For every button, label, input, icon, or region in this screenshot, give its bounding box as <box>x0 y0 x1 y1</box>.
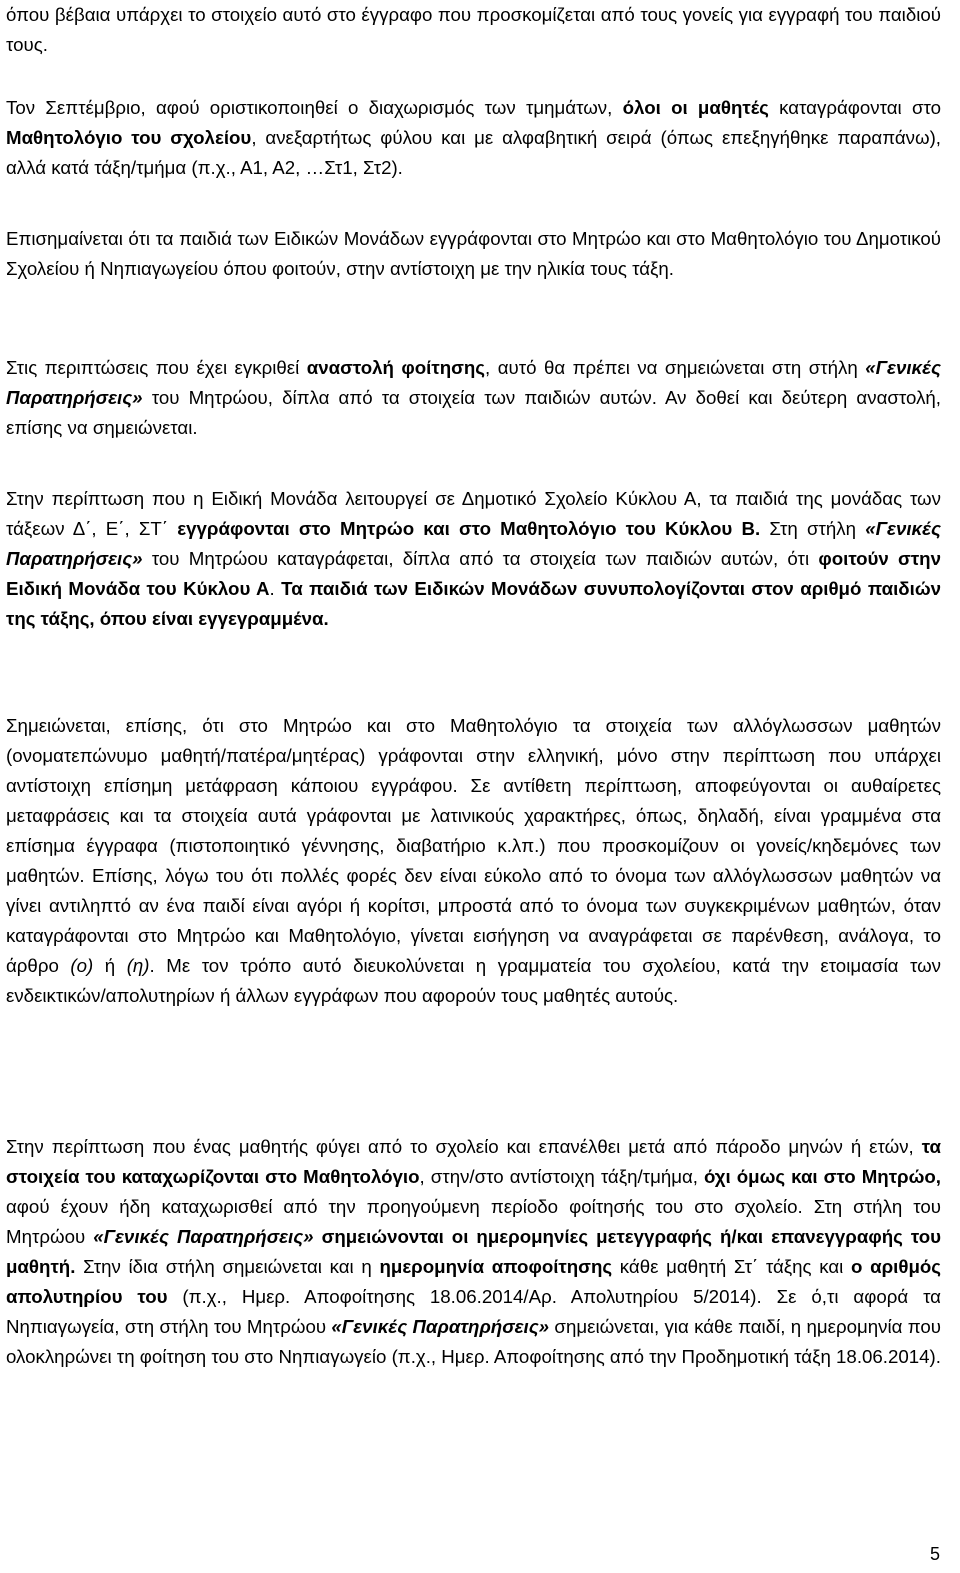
paragraph-3 <box>6 224 941 284</box>
text-run: «Γενικές Παρατηρήσεις» <box>6 518 941 569</box>
text-run: Στην περίπτωση που ένας μαθητής φύγει από το σχολείο και επανέλθει μετά από πάροδο μηνών ή ετών, <box>6 1136 922 1157</box>
text-run: όπου βέβαια υπάρχει το στοιχείο αυτό στο έγγραφο που προσκομίζεται από τους γονείς για εγγραφή του παιδιού τους. <box>6 4 941 55</box>
text-run: όχι όμως και στο Μητρώο, <box>704 1166 941 1187</box>
text-run: Στην ίδια στήλη σημειώνεται και η <box>75 1256 380 1277</box>
text-run: όλοι οι μαθητές <box>622 97 769 118</box>
text-run: ημερομηνία αποφοίτησης <box>379 1256 613 1277</box>
text-run: . <box>269 578 282 599</box>
text-run: «Γενικές Παρατηρήσεις» <box>93 1226 314 1247</box>
text-run: Στην περίπτωση που η Ειδική Μονάδα λειτουργεί σε Δημοτικό Σχολείο Κύκλου Α, τα παιδιά της μονάδας των τάξεων Δ΄, Ε΄, ΣΤ΄ <box>6 488 941 539</box>
text-run: Επισημαίνεται ότι τα παιδιά των Ειδικών Μονάδων εγγράφονται στο Μητρώο και στο Μαθητολόγιο του Δημοτικού Σχολείου ή Νηπιαγωγείου όπου φοιτούν, στην αντίστοιχη με την ηλικία τους τάξη. <box>6 228 941 279</box>
text-run: Μαθητολόγιο του σχολείου <box>6 127 252 148</box>
text-run: σημειώνεται, για κάθε παιδί, η ημερομηνία που ολοκληρώνει τη φοίτηση του στο Νηπιαγωγείο (π.χ., Ημερ. Αποφοίτησης από την Προδημοτική τάξη 18.06.2014). <box>6 1316 941 1367</box>
text-run: αναστολή φοίτησης <box>306 357 486 378</box>
text-run: Τα παιδιά των Ειδικών Μονάδων συνυπολογίζονται στον αριθμό παιδιών της τάξης, όπου είναι εγγεγραμμένα. <box>6 578 941 629</box>
paragraph-6 <box>6 711 941 1011</box>
text-run: αφού έχουν ήδη καταχωρισθεί από την προηγούμενη περίοδο φοίτησής του στο σχολείο. Στη στήλη του Μητρώου <box>6 1196 941 1247</box>
text-run: καταγράφονται στο <box>768 97 941 118</box>
text-run: (η) <box>126 955 150 976</box>
text-run: (π.χ., Ημερ. Αποφοίτησης 18.06.2014/Αρ. Απολυτηρίου 5/2014). Σε ό,τι αφορά τα Νηπιαγωγεία, στη στήλη του Μητρώου <box>6 1286 941 1337</box>
text-run: Σημειώνεται, επίσης, ότι στο Μητρώο και στο Μαθητολόγιο τα στοιχεία των αλλόγλωσσων μαθητών (ονοματεπώνυμο μαθητή/πατέρα/μητέρας) γράφονται στην ελληνική, μόνο στην περίπτωση που υπάρχει αντίστοιχη επίσημη μετάφραση κάποιου εγγράφου. Σε αντίθετη περίπτωση, αποφεύγονται οι αυθαίρετες μεταφράσεις και τα στοιχεία αυτά γράφονται με λατινικούς χαρακτήρες, όπως, δηλαδή, είναι γραμμένα στα επίσημα έγγραφα (πιστοποιητικό γέννησης, διαβατήριο κ.λπ.) που προσκομίζουν οι γονείς/κηδεμόνες των μαθητών. Επίσης, λόγω του ότι πολλές φορές δεν είναι εύκολο από το όνομα των αλλόγλωσσων μαθητών να γίνει αντιληπτό αν ένα παιδί είναι αγόρι ή κορίτσι, μπροστά από το όνομα των συγκεκριμένων μαθητών, όταν καταγράφονται στο Μητρώο και Μαθητολόγιο, γίνεται εισήγηση να αναγράφεται σε παρένθεση, ανάλογα, το άρθρο <box>6 715 941 976</box>
text-run: , στην/στο αντίστοιχη τάξη/τμήμα, <box>419 1166 705 1187</box>
text-run: σημειώνονται οι ημερομηνίες μετεγγραφής ή/και επανεγγραφής του μαθητή. <box>6 1226 941 1277</box>
text-run: Τον Σεπτέμβριο, αφού οριστικοποιηθεί ο διαχωρισμός των τμημάτων, <box>6 97 623 118</box>
page-number: 5 <box>929 1544 940 1564</box>
text-run: Στις περιπτώσεις που έχει εγκριθεί <box>6 357 307 378</box>
paragraph-4 <box>6 353 941 443</box>
text-run: , αυτό θα πρέπει να σημειώνεται στη στήλη <box>485 357 866 378</box>
text-run: «Γενικές Παρατηρήσεις» <box>6 357 941 408</box>
text-run: του Μητρώου καταγράφεται, δίπλα από τα στοιχεία των παιδιών αυτών, ότι <box>142 548 819 569</box>
paragraph-1 <box>6 0 941 60</box>
text-run: τα στοιχεία του καταχωρίζονται στο Μαθητολόγιο <box>6 1136 941 1187</box>
text-run: ο αριθμός απολυτηρίου του <box>6 1256 942 1307</box>
text-run: κάθε μαθητή Στ΄ τάξης και <box>612 1256 851 1277</box>
paragraph-2 <box>6 93 941 183</box>
text-run: ή <box>93 955 127 976</box>
text-run: φοιτούν στην Ειδική Μονάδα του Κύκλου Α <box>6 548 941 599</box>
text-run: (ο) <box>70 955 94 976</box>
text-run: . Με τον τρόπο αυτό διευκολύνεται η γραμματεία του σχολείου, κατά την ετοιμασία των ενδεικτικών/απολυτηρίων ή άλλων εγγράφων που αφορούν τους μαθητές αυτούς. <box>6 955 941 1006</box>
paragraph-7 <box>6 1132 941 1372</box>
text-run: του Μητρώου, δίπλα από τα στοιχεία των παιδιών αυτών. Αν δοθεί και δεύτερη αναστολή, επίσης να σημειώνεται. <box>6 387 941 438</box>
text-run: «Γενικές Παρατηρήσεις» <box>331 1316 550 1337</box>
text-run: Στη στήλη <box>760 518 866 539</box>
text-run: εγγράφονται στο Μητρώο και στο Μαθητολόγιο του Κύκλου Β. <box>177 518 761 539</box>
paragraph-5 <box>6 484 941 634</box>
text-run <box>314 1226 322 1247</box>
text-run: , ανεξαρτήτως φύλου και με αλφαβητική σειρά (όπως επεξηγήθηκε παραπάνω), αλλά κατά τάξη/τμήμα (π.χ., Α1, Α2, …Στ1, Στ2). <box>6 127 941 178</box>
